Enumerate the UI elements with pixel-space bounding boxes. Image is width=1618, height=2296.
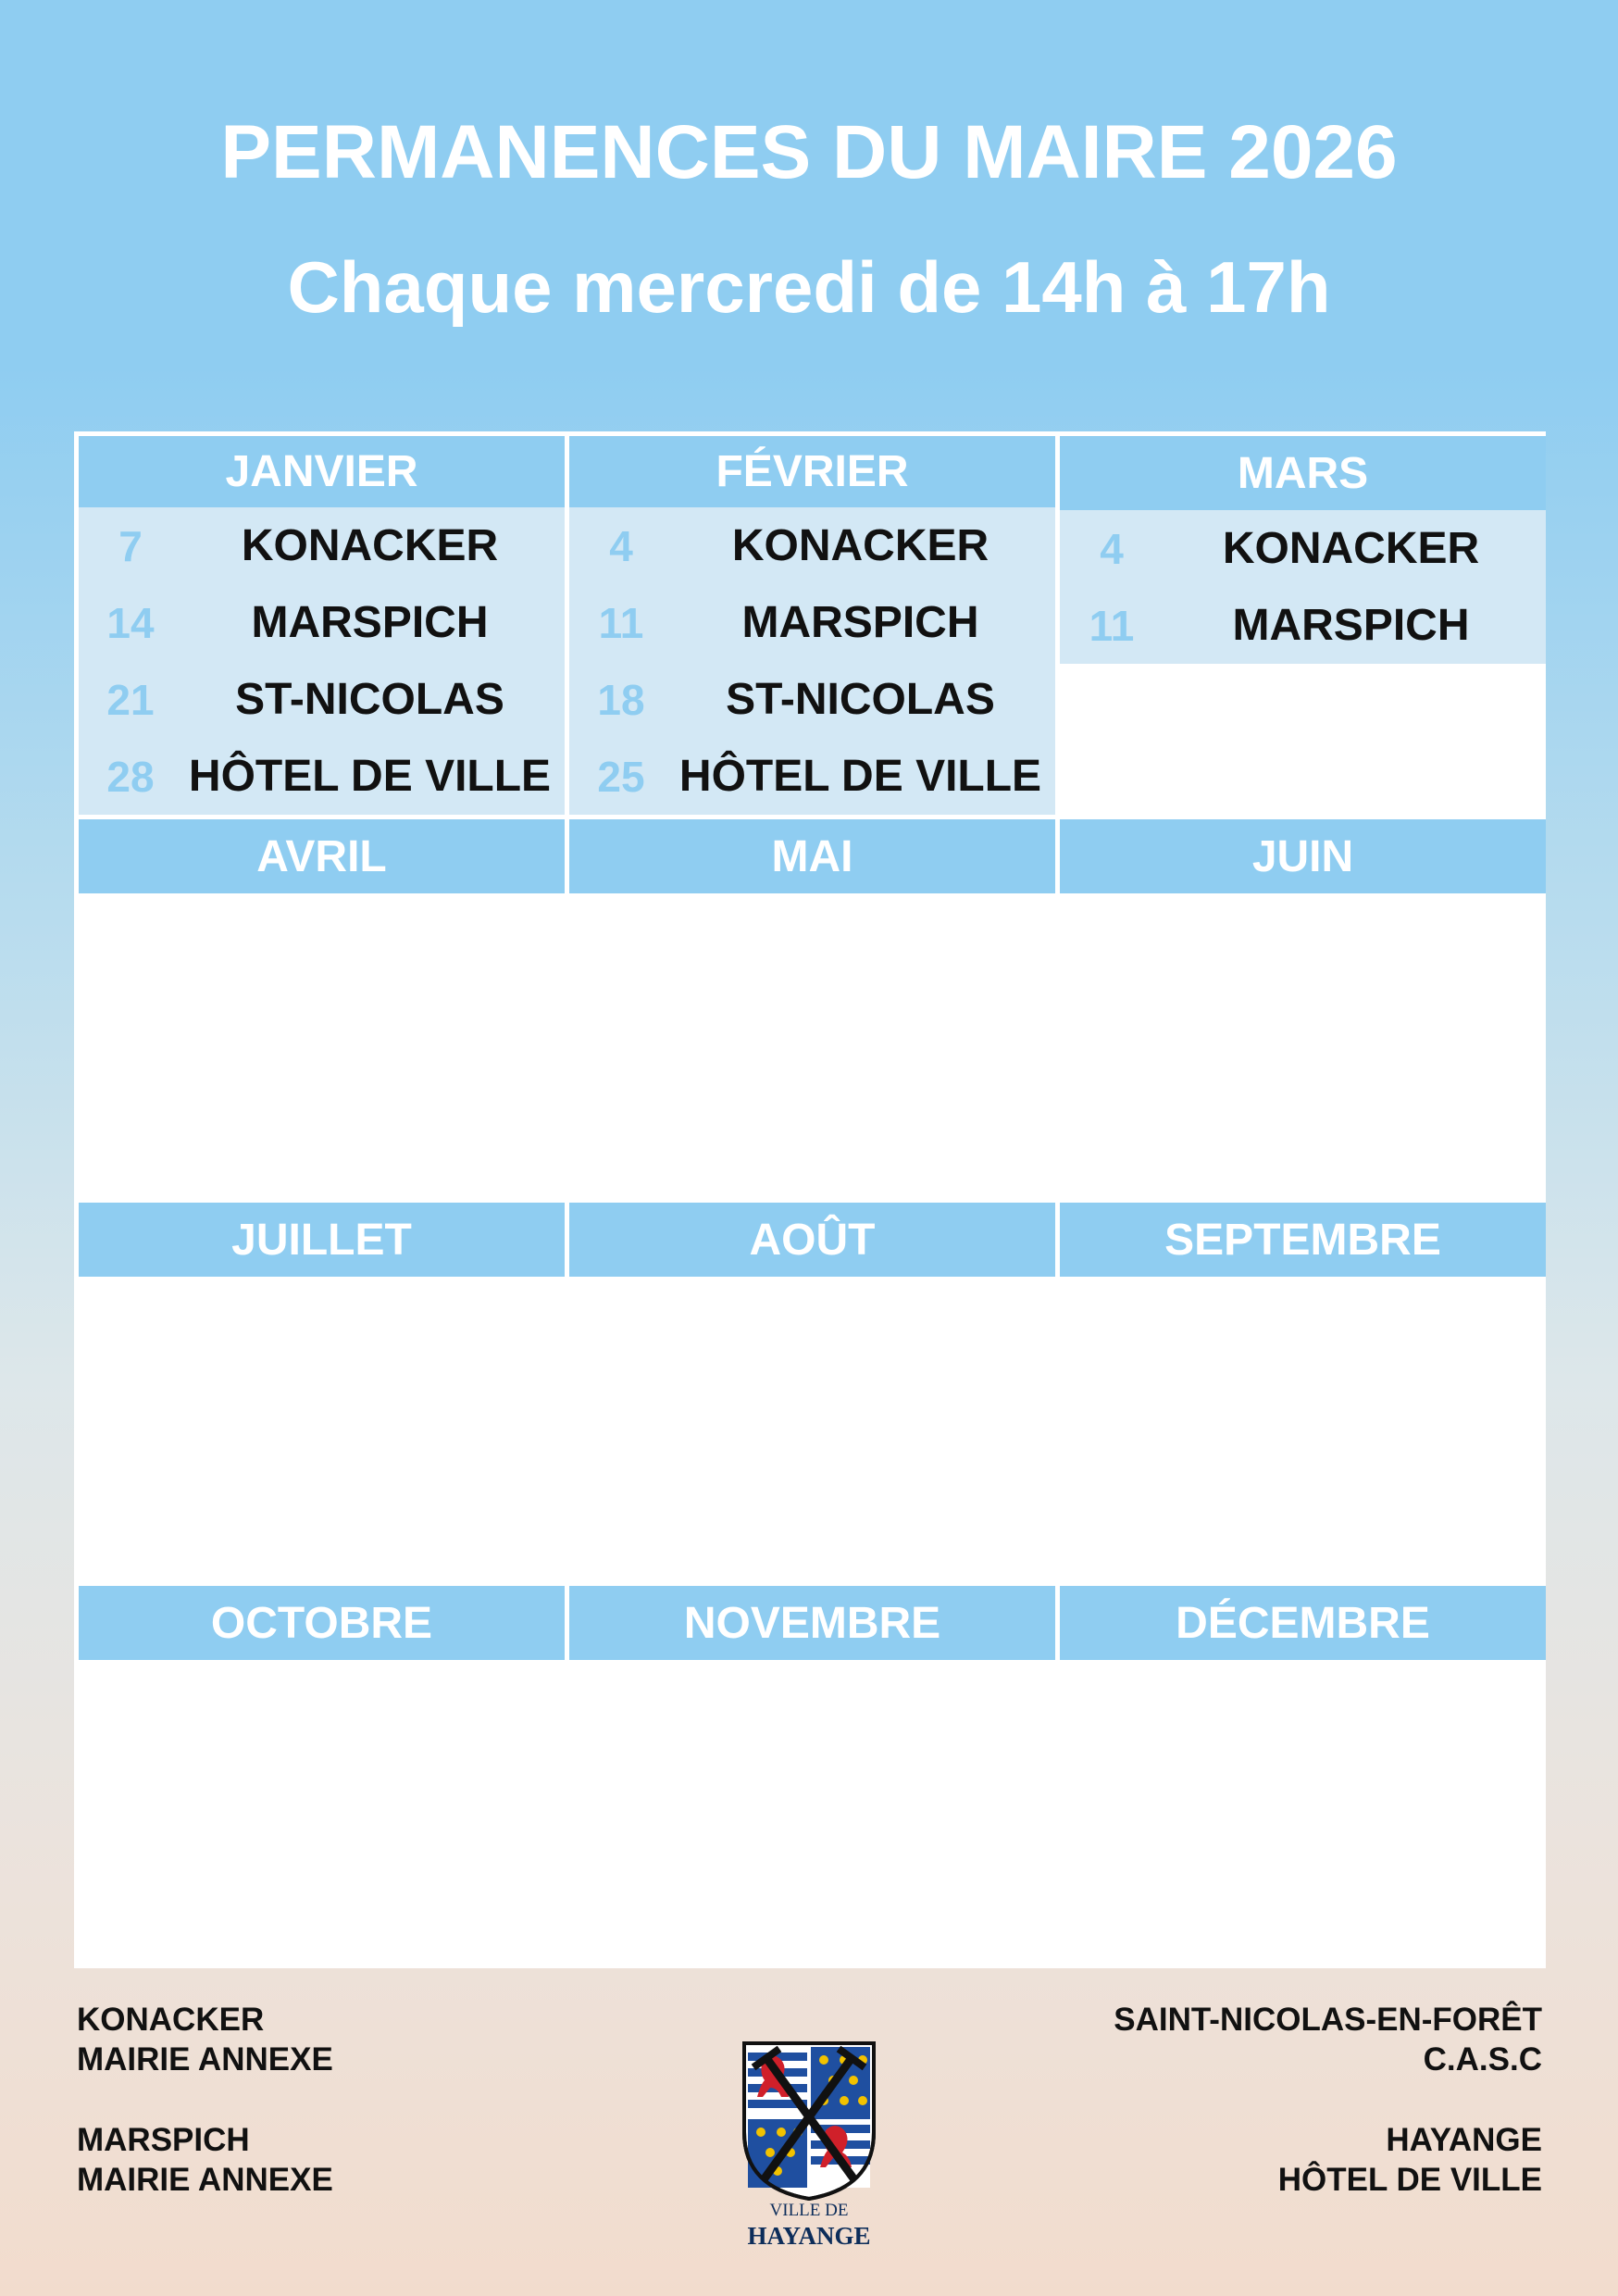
month-block (569, 1203, 1055, 1581)
entry-day: 28 (106, 752, 155, 801)
month-header: JANVIER (79, 436, 565, 507)
permanence-entry (79, 661, 565, 738)
entry-place: MARSPICH (1232, 601, 1470, 650)
month-header: AVRIL (79, 819, 565, 893)
entry-day: 18 (597, 675, 645, 724)
month-block (1060, 1203, 1546, 1581)
month-block (569, 436, 1055, 815)
month-block (569, 819, 1055, 1198)
footer-location-hayange (1278, 2120, 1542, 2200)
permanence-entry (79, 507, 565, 584)
permanence-entry (569, 584, 1055, 661)
permanence-entry (569, 661, 1055, 738)
footer-location-saint-nicolas (1114, 2000, 1542, 2079)
entry-place: ST-NICOLAS (726, 675, 995, 724)
month-entries (569, 507, 1055, 815)
month-block (569, 1586, 1055, 1965)
footer-location-building: HÔTEL DE VILLE (1277, 2162, 1542, 2198)
entry-day: 25 (597, 752, 645, 801)
entry-day: 4 (1100, 524, 1124, 573)
entry-day: 11 (1089, 601, 1135, 650)
entry-place: KONACKER (241, 521, 499, 570)
entry-place: MARSPICH (741, 598, 979, 647)
entry-place: HÔTEL DE VILLE (188, 752, 552, 801)
page-title: PERMANENCES DU MAIRE 2026 (220, 110, 1398, 194)
footer-location-name: HAYANGE (1386, 2122, 1542, 2158)
month-block (1060, 1586, 1546, 1965)
footer-location-name: KONACKER (77, 2002, 265, 2038)
permanence-entry (79, 738, 565, 815)
month-header: AOÛT (569, 1203, 1055, 1277)
footer-location-konacker (77, 2000, 333, 2079)
month-block (1060, 436, 1546, 815)
month-header: MARS (1060, 436, 1546, 510)
entry-day: 4 (609, 521, 633, 570)
permanence-entry (1060, 587, 1546, 664)
entry-place: KONACKER (1222, 524, 1480, 573)
logo-caption-line2: HAYANGE (747, 2222, 871, 2250)
entry-day: 21 (106, 675, 155, 724)
permanence-entry (569, 738, 1055, 815)
month-block (1060, 819, 1546, 1198)
entry-day: 11 (598, 598, 644, 647)
month-block (79, 819, 565, 1198)
month-header: SEPTEMBRE (1060, 1203, 1546, 1277)
permanence-entry (569, 507, 1055, 584)
calendar-grid (74, 431, 1546, 1968)
month-block (79, 1586, 565, 1965)
footer-location-name: SAINT-NICOLAS-EN-FORÊT (1114, 2002, 1542, 2038)
permanence-entry (79, 584, 565, 661)
month-header: FÉVRIER (569, 436, 1055, 507)
month-header: NOVEMBRE (569, 1586, 1055, 1660)
entry-place: MARSPICH (251, 598, 489, 647)
month-block (79, 1203, 565, 1581)
entry-place: HÔTEL DE VILLE (678, 752, 1042, 801)
footer-location-building: C.A.S.C (1423, 2041, 1542, 2078)
entry-day: 7 (118, 521, 143, 570)
permanence-entry (1060, 510, 1546, 587)
entry-place: KONACKER (731, 521, 989, 570)
month-header: OCTOBRE (79, 1586, 565, 1660)
entry-day: 14 (106, 598, 155, 647)
footer-location-name: MARSPICH (77, 2122, 250, 2158)
logo-caption-line1: VILLE DE (769, 2201, 849, 2220)
month-entries (1060, 510, 1546, 664)
footer-location-building: MAIRIE ANNEXE (77, 2041, 333, 2078)
month-entries (79, 507, 565, 815)
month-header: MAI (569, 819, 1055, 893)
page-subtitle: Chaque mercredi de 14h à 17h (287, 246, 1331, 328)
entry-place: ST-NICOLAS (235, 675, 504, 724)
footer-location-marspich (77, 2120, 333, 2200)
month-header: JUILLET (79, 1203, 565, 1277)
month-block (79, 436, 565, 815)
month-header: DÉCEMBRE (1060, 1586, 1546, 1660)
month-header: JUIN (1060, 819, 1546, 893)
footer-location-building: MAIRIE ANNEXE (77, 2162, 333, 2198)
